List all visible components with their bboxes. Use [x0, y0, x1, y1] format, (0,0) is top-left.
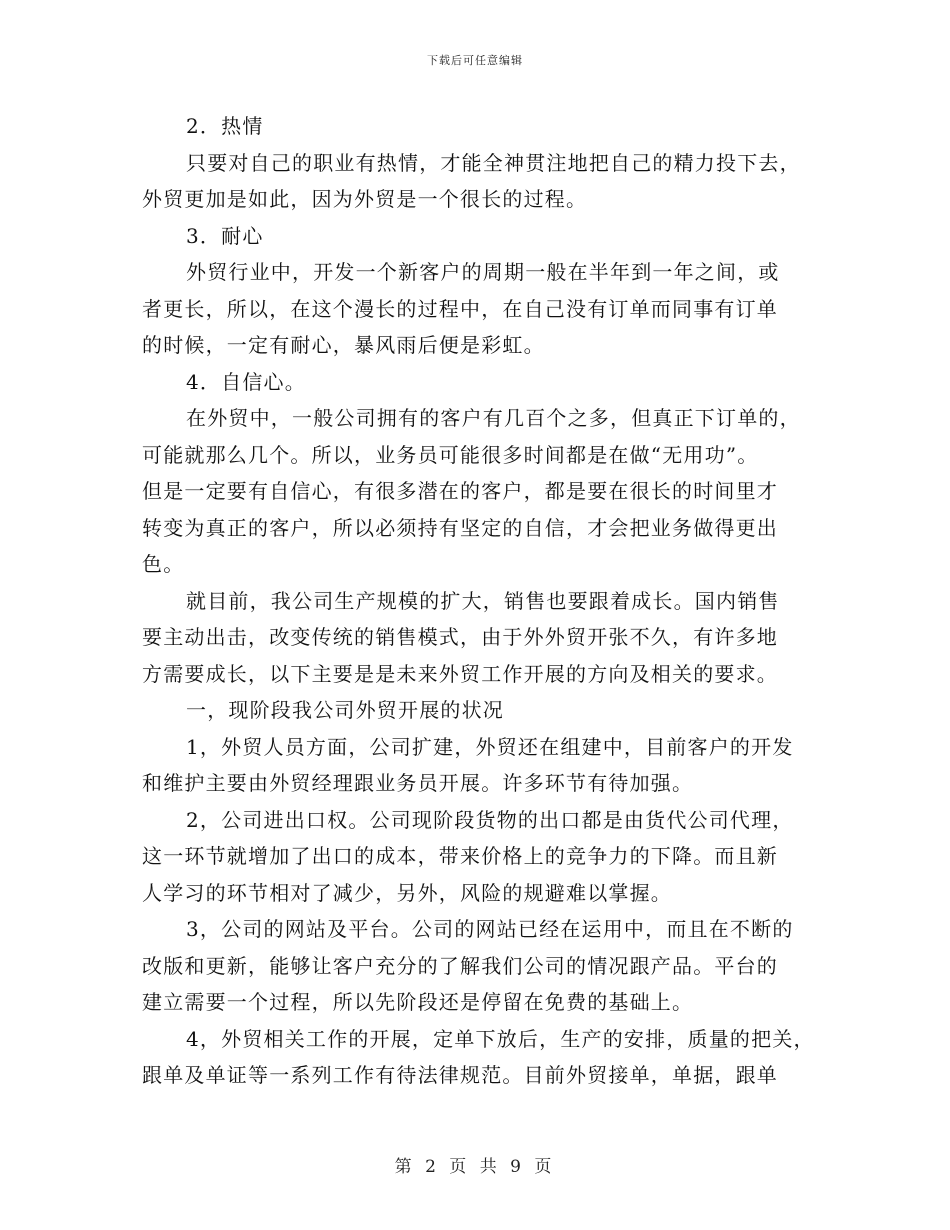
- text-line: 但是一定要有自信心，有很多潜在的客户，都是要在很长的时间里才: [142, 479, 778, 503]
- text-line: 外贸行业中，开发一个新客户的周期一般在半年到一年之间，或: [186, 260, 780, 284]
- text-line: 2．热情: [186, 114, 264, 138]
- document-body: [142, 108, 822, 1094]
- text-line: 人学习的环节相对了减少，另外，风险的规避难以掌握。: [142, 880, 672, 905]
- text-line: 就目前，我公司生产规模的扩大，销售也要跟着成长。国内销售: [186, 588, 780, 613]
- text-line: 要主动出击，改变传统的销售模式，由于外外贸开张不久，有许多地: [142, 625, 778, 649]
- page-header: 下载后可任意编辑: [427, 54, 523, 67]
- text-line: 1，外贸人员方面，公司扩建，外贸还在组建中，目前客户的开发: [186, 734, 794, 759]
- text-line: 4．自信心。: [186, 369, 306, 394]
- text-line: 在外贸中，一般公司拥有的客户有几百个之多，但真正下订单的，: [186, 406, 801, 430]
- text-line: 一，现阶段我公司外贸开展的状况: [186, 698, 504, 722]
- text-line: 的时候，一定有耐心，暴风雨后便是彩虹。: [142, 333, 545, 357]
- text-line: 这一环节就增加了出口的成本，带来价格上的竞争力的下降。而且新: [142, 844, 778, 868]
- text-line: 跟单及单证等一系列工作有待法律规范。目前外贸接单，单据，跟单: [142, 1063, 778, 1087]
- text-line: 和维护主要由外贸经理跟业务员开展。许多环节有待加强。: [142, 771, 694, 795]
- text-line: 可能就那么几个。所以，业务员可能很多时间都是在做“无用功”。: [142, 442, 759, 467]
- text-line: 外贸更加是如此，因为外贸是一个很长的过程。: [142, 187, 588, 211]
- page-footer: 第 2 页 共 9 页: [394, 1157, 556, 1177]
- text-line: 3，公司的网站及平台。公司的网站已经在运用中，而且在不断的: [186, 917, 794, 941]
- text-line: 色。: [142, 552, 185, 576]
- text-line: 建立需要一个过程，所以先阶段还是停留在免费的基础上。: [142, 990, 694, 1014]
- text-line: 2，公司进出口权。公司现阶段货物的出口都是由货代公司代理，: [186, 807, 794, 832]
- text-line: 方需要成长，以下主要是是未来外贸工作开展的方向及相关的要求。: [142, 661, 778, 686]
- text-line: 转变为真正的客户，所以必须持有坚定的自信，才会把业务做得更出: [142, 515, 778, 540]
- text-line: 只要对自己的职业有热情，才能全神贯注地把自己的精力投下去，: [186, 150, 801, 175]
- text-line: 者更长，所以，在这个漫长的过程中，在自己没有订单而同事有订单: [142, 296, 778, 321]
- text-line: 4，外贸相关工作的开展，定单下放后，生产的安排，质量的把关，: [186, 1026, 815, 1051]
- text-line: 3．耐心: [186, 223, 264, 248]
- text-line: 改版和更新，能够让客户充分的了解我们公司的情况跟产品。平台的: [142, 953, 778, 978]
